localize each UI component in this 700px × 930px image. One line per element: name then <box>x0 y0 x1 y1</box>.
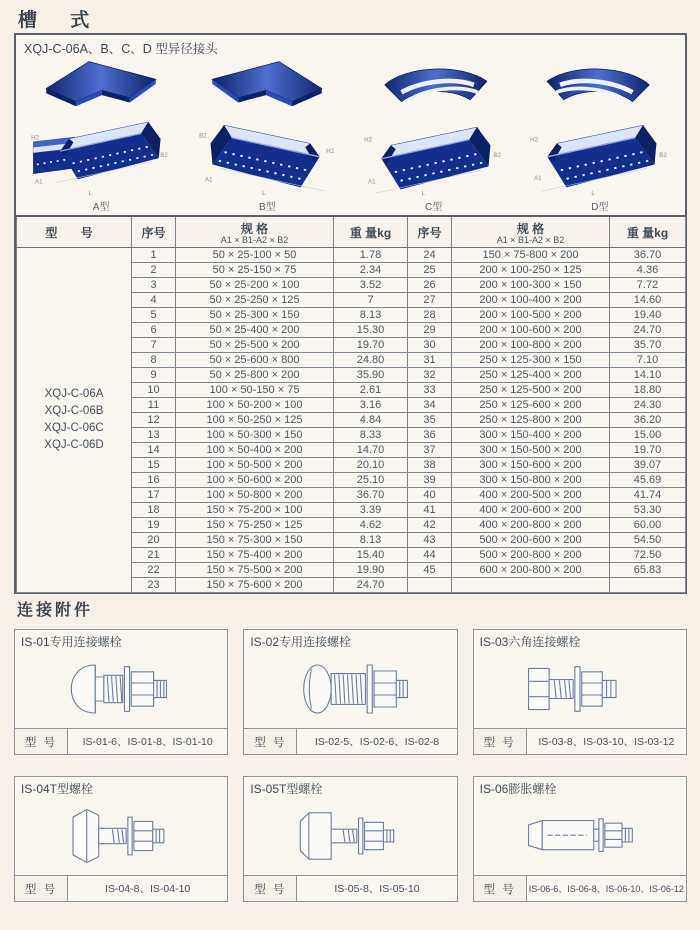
spec-cell: 100 × 50-600 × 200 <box>176 473 334 488</box>
spec-cell: 400 × 200-500 × 200 <box>452 488 610 503</box>
spec-cell: 100 × 50-300 × 150 <box>176 428 334 443</box>
type-label-d: D型 <box>591 202 609 213</box>
col-weight-right: 重 量kg <box>610 216 686 248</box>
model-list: IS-05-8、IS-05-10 <box>334 883 420 895</box>
spec-cell: 200 × 100-800 × 200 <box>452 338 610 353</box>
accessory-footer <box>244 875 456 901</box>
weight-cell: 4.62 <box>334 518 408 533</box>
weight-cell: 4.36 <box>610 263 686 278</box>
weight-cell: 20.10 <box>334 458 408 473</box>
weight-cell: 53.30 <box>610 503 686 518</box>
spec-cell: 50 × 25-300 × 150 <box>176 308 334 323</box>
weight-cell: 8.13 <box>334 533 408 548</box>
spec-cell: 200 × 100-250 × 125 <box>452 263 610 278</box>
weight-cell: 7 <box>334 293 408 308</box>
model-label: 型 号 <box>15 729 68 754</box>
weight-cell: 35.90 <box>334 368 408 383</box>
weight-cell: 45.69 <box>610 473 686 488</box>
spec-cell: 300 × 150-500 × 200 <box>452 443 610 458</box>
seq-cell: 39 <box>408 473 452 488</box>
spec-cell: 50 × 25-150 × 75 <box>176 263 334 278</box>
svg-text:L: L <box>88 190 93 197</box>
seq-cell: 12 <box>132 413 176 428</box>
weight-cell: 19.70 <box>610 443 686 458</box>
model-list: IS-03-8、IS-03-10、IS-03-12 <box>538 736 675 748</box>
model-label: 型 号 <box>474 729 527 754</box>
spec-cell: 100 × 50-500 × 200 <box>176 458 334 473</box>
seq-cell: 33 <box>408 383 452 398</box>
seq-cell: 40 <box>408 488 452 503</box>
spec-cell: 250 × 125-500 × 200 <box>452 383 610 398</box>
expansion-anchor-icon <box>474 797 686 875</box>
weight-cell: 15.30 <box>334 323 408 338</box>
seq-cell: 10 <box>132 383 176 398</box>
col-model: 型 号 <box>17 216 132 248</box>
spec-cell: 300 × 150-800 × 200 <box>452 473 610 488</box>
svg-text:A1: A1 <box>35 178 43 186</box>
seq-cell: 11 <box>132 398 176 413</box>
accessory-title: IS-01专用连接螺栓 <box>21 635 122 649</box>
spec-cell: 50 × 25-400 × 200 <box>176 323 334 338</box>
spec-cell: 50 × 25-200 × 100 <box>176 278 334 293</box>
seq-cell: 29 <box>408 323 452 338</box>
accessory-footer <box>15 728 227 754</box>
seq-cell: 4 <box>132 293 176 308</box>
model-list: IS-06-6、IS-06-8、IS-06-10、IS-06-12 <box>528 884 684 894</box>
weight-cell: 1.78 <box>334 248 408 263</box>
seq-cell: 13 <box>132 428 176 443</box>
weight-cell: 7.72 <box>610 278 686 293</box>
round-head-bolt-icon <box>15 650 227 728</box>
seq-cell: 42 <box>408 518 452 533</box>
table-header-row <box>17 216 686 248</box>
page-title: 槽 式 <box>18 10 104 31</box>
svg-text:A1: A1 <box>367 178 376 186</box>
cover-plate-a-icon <box>36 57 166 109</box>
weight-cell: 65.83 <box>610 563 686 578</box>
seq-cell: 30 <box>408 338 452 353</box>
spec-cell: 200 × 100-400 × 200 <box>452 293 610 308</box>
seq-cell: 5 <box>132 308 176 323</box>
spec-cell: 150 × 75-200 × 100 <box>176 503 334 518</box>
t-head-bolt-icon <box>15 797 227 875</box>
seq-cell: 22 <box>132 563 176 578</box>
weight-cell: 3.52 <box>334 278 408 293</box>
seq-cell: 21 <box>132 548 176 563</box>
weight-cell: 24.30 <box>610 398 686 413</box>
seq-cell: 25 <box>408 263 452 278</box>
weight-cell: 36.70 <box>610 248 686 263</box>
seq-cell: 1 <box>132 248 176 263</box>
svg-text:H2: H2 <box>530 136 538 144</box>
spec-cell: 100 × 50-200 × 100 <box>176 398 334 413</box>
spec-subtitle: A1 × B1-A2 × B2 <box>496 234 565 245</box>
type-label-c: C型 <box>425 202 443 213</box>
seq-cell: 23 <box>132 578 176 593</box>
weight-cell: 25.10 <box>334 473 408 488</box>
seq-cell: 18 <box>132 503 176 518</box>
seq-cell: 34 <box>408 398 452 413</box>
accessory-box-is06 <box>473 776 687 902</box>
seq-cell: 24 <box>408 248 452 263</box>
seq-cell: 17 <box>132 488 176 503</box>
svg-text:L: L <box>591 190 595 197</box>
spec-cell: 500 × 200-800 × 200 <box>452 548 610 563</box>
col-spec-left <box>176 216 334 248</box>
weight-cell: 8.33 <box>334 428 408 443</box>
accessory-title: IS-03六角连接螺栓 <box>479 635 581 649</box>
seq-cell: 31 <box>408 353 452 368</box>
model-list: IS-02-5、IS-02-6、IS-02-8 <box>314 736 440 748</box>
weight-cell: 39.07 <box>610 458 686 473</box>
weight-cell <box>610 578 686 593</box>
spec-cell: 250 × 125-800 × 200 <box>452 413 610 428</box>
svg-text:A1: A1 <box>205 176 213 184</box>
col-seq-right: 序号 <box>408 216 452 248</box>
seq-cell: 15 <box>132 458 176 473</box>
tray-reducer-d-icon <box>525 109 675 197</box>
weight-cell: 14.70 <box>334 443 408 458</box>
weight-cell: 24.70 <box>610 323 686 338</box>
seq-cell: 2 <box>132 263 176 278</box>
spec-cell: 50 × 25-250 × 125 <box>176 293 334 308</box>
fitting-figure-c <box>354 57 514 213</box>
model-list-cell: XQJ-C-06A XQJ-C-06B XQJ-C-06C XQJ-C-06D <box>17 248 132 593</box>
spec-cell: 150 × 75-800 × 200 <box>452 248 610 263</box>
weight-cell: 19.90 <box>334 563 408 578</box>
seq-cell: 41 <box>408 503 452 518</box>
spec-table-wrap <box>16 215 685 593</box>
seq-cell: 45 <box>408 563 452 578</box>
accessory-box-is05 <box>243 776 457 902</box>
spec-cell: 250 × 125-600 × 200 <box>452 398 610 413</box>
spec-cell: 150 × 75-250 × 125 <box>176 518 334 533</box>
seq-cell: 36 <box>408 428 452 443</box>
accessory-footer <box>15 875 227 901</box>
svg-text:L: L <box>421 190 425 197</box>
weight-cell: 2.34 <box>334 263 408 278</box>
spec-cell: 300 × 150-400 × 200 <box>452 428 610 443</box>
spec-cell: 250 × 125-400 × 200 <box>452 368 610 383</box>
col-seq-left: 序号 <box>132 216 176 248</box>
cover-plate-c-icon <box>369 57 499 109</box>
accessory-box-is04 <box>14 776 228 902</box>
accessory-footer <box>474 728 686 754</box>
spec-cell: 100 × 50-150 × 75 <box>176 383 334 398</box>
accessories-heading: 连接附件 <box>17 602 94 619</box>
fitting-figure-a <box>21 57 181 213</box>
weight-cell: 19.40 <box>610 308 686 323</box>
spec-table-body <box>17 248 686 593</box>
tray-reducer-a-icon <box>26 109 176 197</box>
seq-cell: 9 <box>132 368 176 383</box>
seq-cell: 37 <box>408 443 452 458</box>
fitting-figure-d <box>520 57 680 213</box>
seq-cell: 19 <box>132 518 176 533</box>
spec-cell: 250 × 125-300 × 150 <box>452 353 610 368</box>
spec-subtitle: A1 × B1-A2 × B2 <box>220 234 289 245</box>
spec-cell: 50 × 25-600 × 800 <box>176 353 334 368</box>
t-head-bolt-icon <box>244 797 456 875</box>
weight-cell: 14.60 <box>610 293 686 308</box>
seq-cell: 35 <box>408 413 452 428</box>
seq-cell: 26 <box>408 278 452 293</box>
svg-text:H2: H2 <box>363 136 372 144</box>
seq-cell: 44 <box>408 548 452 563</box>
seq-cell <box>408 578 452 593</box>
seq-cell: 28 <box>408 308 452 323</box>
weight-cell: 8.13 <box>334 308 408 323</box>
spec-cell: 150 × 75-300 × 150 <box>176 533 334 548</box>
spec-cell: 150 × 75-600 × 200 <box>176 578 334 593</box>
accessory-footer <box>244 728 456 754</box>
accessories-grid <box>14 629 687 902</box>
fitting-figure-b <box>187 57 347 213</box>
weight-cell: 3.39 <box>334 503 408 518</box>
accessory-title: IS-04T型螺栓 <box>21 782 94 796</box>
weight-cell: 19.70 <box>334 338 408 353</box>
model-list: IS-04-8、IS-04-10 <box>105 883 191 895</box>
accessory-footer <box>474 875 686 901</box>
type-label-b: B型 <box>259 202 276 213</box>
tray-reducer-b-icon <box>192 109 342 197</box>
weight-cell: 4.84 <box>334 413 408 428</box>
accessory-box-is02 <box>243 629 457 755</box>
weight-cell: 2.61 <box>334 383 408 398</box>
weight-cell: 35.70 <box>610 338 686 353</box>
svg-text:H2: H2 <box>31 134 40 142</box>
seq-cell: 7 <box>132 338 176 353</box>
spec-cell: 50 × 25-800 × 200 <box>176 368 334 383</box>
spec-cell: 200 × 100-300 × 150 <box>452 278 610 293</box>
cover-plate-d-icon <box>535 57 665 109</box>
tray-reducer-c-icon <box>359 109 509 197</box>
seq-cell: 27 <box>408 293 452 308</box>
svg-text:B2: B2 <box>160 151 169 159</box>
weight-cell: 36.70 <box>334 488 408 503</box>
table-row <box>17 248 686 263</box>
weight-cell: 72.50 <box>610 548 686 563</box>
model-label: 型 号 <box>15 876 68 901</box>
panel-header: XQJ-C-06A、B、C、D 型异径接头 <box>24 42 218 56</box>
svg-text:L: L <box>262 190 267 197</box>
weight-cell: 24.70 <box>334 578 408 593</box>
hex-bolt-icon <box>474 650 686 728</box>
svg-text:B2: B2 <box>659 151 667 159</box>
seq-cell: 14 <box>132 443 176 458</box>
accessory-box-is01 <box>14 629 228 755</box>
weight-cell: 18.80 <box>610 383 686 398</box>
spec-cell: 600 × 200-800 × 200 <box>452 563 610 578</box>
spec-cell: 50 × 25-100 × 50 <box>176 248 334 263</box>
spec-cell: 500 × 200-600 × 200 <box>452 533 610 548</box>
weight-cell: 54.50 <box>610 533 686 548</box>
spec-cell: 100 × 50-800 × 200 <box>176 488 334 503</box>
spec-cell: 150 × 75-400 × 200 <box>176 548 334 563</box>
model-label: 型 号 <box>244 876 297 901</box>
seq-cell: 43 <box>408 533 452 548</box>
svg-text:B2: B2 <box>199 132 208 140</box>
col-weight-left: 重 量kg <box>334 216 408 248</box>
model-label: 型 号 <box>244 729 297 754</box>
spec-cell <box>452 578 610 593</box>
seq-cell: 38 <box>408 458 452 473</box>
weight-cell: 15.40 <box>334 548 408 563</box>
spec-cell: 200 × 100-600 × 200 <box>452 323 610 338</box>
accessory-title: IS-02专用连接螺栓 <box>250 635 352 649</box>
seq-cell: 32 <box>408 368 452 383</box>
spec-title: 规 格 <box>516 221 545 236</box>
accessory-title: IS-06膨胀螺栓 <box>479 782 557 796</box>
spec-title: 规 格 <box>240 221 269 236</box>
fitting-drawings <box>16 57 685 215</box>
weight-cell: 41.74 <box>610 488 686 503</box>
spec-cell: 400 × 200-800 × 200 <box>452 518 610 533</box>
weight-cell: 7.10 <box>610 353 686 368</box>
slotted-head-bolt-icon <box>244 650 456 728</box>
svg-text:B2: B2 <box>492 151 501 159</box>
seq-cell: 8 <box>132 353 176 368</box>
weight-cell: 60.00 <box>610 518 686 533</box>
seq-cell: 20 <box>132 533 176 548</box>
svg-text:A1: A1 <box>533 174 542 182</box>
model-list: IS-01-6、IS-01-8、IS-01-10 <box>82 736 213 748</box>
seq-cell: 3 <box>132 278 176 293</box>
col-spec-right <box>452 216 610 248</box>
spec-cell: 200 × 100-500 × 200 <box>452 308 610 323</box>
weight-cell: 14.10 <box>610 368 686 383</box>
weight-cell: 24.80 <box>334 353 408 368</box>
cover-plate-b-icon <box>202 57 332 109</box>
weight-cell: 15.00 <box>610 428 686 443</box>
type-label-a: A型 <box>92 202 110 213</box>
spec-cell: 400 × 200-600 × 200 <box>452 503 610 518</box>
seq-cell: 16 <box>132 473 176 488</box>
seq-cell: 6 <box>132 323 176 338</box>
weight-cell: 36.20 <box>610 413 686 428</box>
svg-text:H2: H2 <box>326 148 335 155</box>
spec-cell: 50 × 25-500 × 200 <box>176 338 334 353</box>
accessory-box-is03 <box>473 629 687 755</box>
spec-cell: 100 × 50-250 × 125 <box>176 413 334 428</box>
model-label: 型 号 <box>474 876 527 901</box>
accessory-title: IS-05T型螺栓 <box>250 782 323 796</box>
spec-cell: 100 × 50-400 × 200 <box>176 443 334 458</box>
spec-table <box>16 215 686 593</box>
spec-cell: 300 × 150-600 × 200 <box>452 458 610 473</box>
weight-cell: 3.16 <box>334 398 408 413</box>
spec-cell: 150 × 75-500 × 200 <box>176 563 334 578</box>
fittings-panel <box>14 33 687 594</box>
